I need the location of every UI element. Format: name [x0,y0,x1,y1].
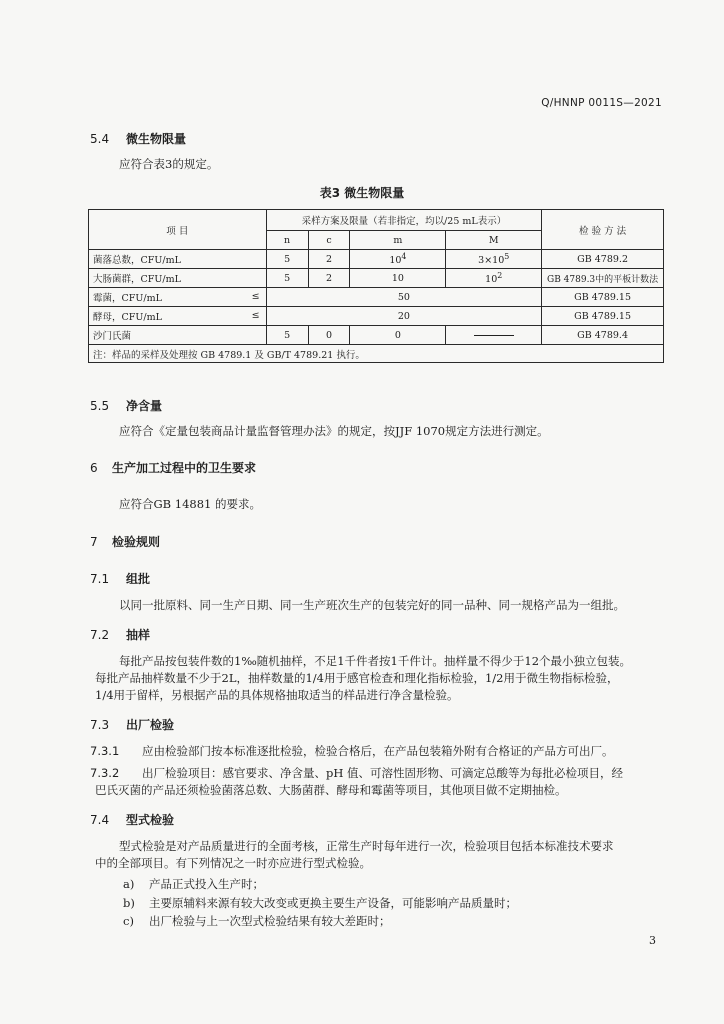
section-6-text: 应符合GB 14881 的要求。 [119,497,262,511]
col-m-header: m [350,231,446,250]
section-7-3-1: 7.3.1 应由检验部门按本标准逐批检验，检验合格后，在产品包装箱外附有合格证的产品方可出厂。 [90,744,614,758]
section-7-2-heading: 7.2 抽样 [90,628,151,642]
section-5-5-heading: 5.5 净含量 [90,399,163,413]
section-5-4-text: 应符合表3的规定。 [119,157,219,171]
section-7-2-line-1: 每批产品按包装件数的1‰随机抽样，不足1千件者按1千件计。抽样量不得少于12个最小独立包装。 [119,654,632,668]
section-7-4-line-2: 中的全部项目。有下列情况之一时亦应进行型式检验。 [95,856,371,870]
table-row: 大肠菌群，CFU/mL 5 2 10 $10^2$ GB 4789.3中的平板计数法 [89,269,664,288]
section-7-4-line-1: 型式检验是对产品质量进行的全面考核，正常生产时每年进行一次，检验项目包括本标准技术要求 [119,839,614,853]
section-7-3-2-cont: 巴氏灭菌的产品还须检验菌落总数、大肠菌群、酵母和霉菌等项目，其他项目做不定期抽检。 [95,783,567,797]
section-7-1-heading: 7.1 组批 [90,572,151,586]
section-6-heading: 6 生产加工过程中的卫生要求 [90,461,257,475]
col-n-header: n [266,231,308,250]
section-5-5-text: 应符合《定量包装商品计量监督管理办法》的规定，按JJF 1070规定方法进行测定。 [119,424,549,438]
table-row: 霉菌，CFU/mL ≤ 50 GB 4789.15 [89,288,664,307]
col-c-header: c [308,231,350,250]
table-row: 菌落总数，CFU/mL 5 2 $10^4$ $3\times 10^5$ GB 4789.2 [89,250,664,269]
section-7-1-text: 以同一批原料、同一生产日期、同一生产班次生产的包装完好的同一品种、同一规格产品为一组批。 [119,598,625,612]
col-M-header: M [446,231,542,250]
col-method-header: 检 验 方 法 [542,210,664,250]
microbial-limits-table [88,209,664,363]
col-plan-header: 采样方案及限量（若非指定，均以/25 mL表示） [266,210,542,231]
section-7-2-line-3: 1/4用于留样，另根据产品的具体规格抽取适当的样品进行净含量检验。 [95,688,459,702]
section-7-2-line-2: 每批产品抽样数量不少于2L，抽样数量的1/4用于感官检查和理化指标检验，1/2用于微生物指标检验， [95,671,619,685]
section-7-3-heading: 7.3 出厂检验 [90,718,175,732]
section-7-heading: 7 检验规则 [90,535,161,549]
section-7-3-2: 7.3.2 出厂检验项目：感官要求、净含量、pH 值、可溶性固形物、可滴定总酸等为每批必检项目，经 [90,766,624,780]
table-note: 注：样品的采样及处理按 GB 4789.1 及 GB/T 4789.21 执行。 [89,345,664,363]
table-3-title: 表3 微生物限量 [319,186,405,200]
empty-dash [446,326,542,345]
page-number: 3 [649,934,656,947]
section-7-4-heading: 7.4 型式检验 [90,813,175,827]
section-5-4-heading: 5.4 微生物限量 [90,132,187,146]
table-row: 酵母，CFU/mL ≤ 20 GB 4789.15 [89,307,664,326]
list-item-b: b) 主要原辅料来源有较大改变或更换主要生产设备，可能影响产品质量时； [123,896,517,910]
list-item-c: c) 出厂检验与上一次型式检验结果有较大差距时； [123,914,391,928]
table-row: 沙门氏菌 5 0 0 GB 4789.4 [89,326,664,345]
document-code: Q/HNNP 0011S—2021 [541,97,662,109]
list-item-a: a) 产品正式投入生产时； [123,877,264,891]
col-item-header: 项 目 [89,210,267,250]
